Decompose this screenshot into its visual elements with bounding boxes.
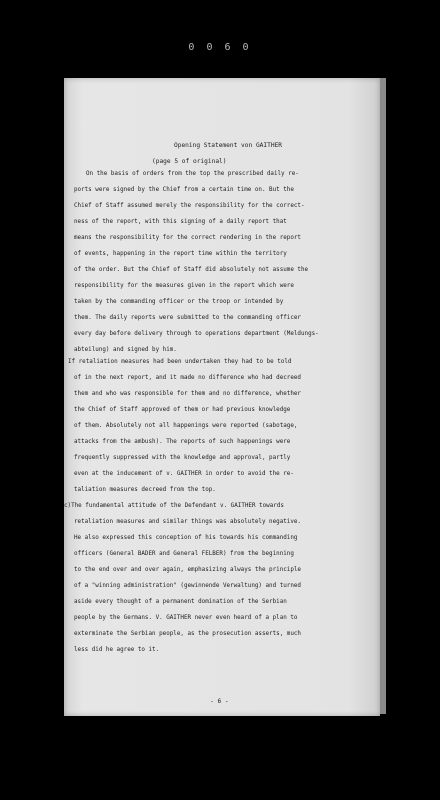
document-page bbox=[64, 78, 380, 716]
body-line: abteilung) and signed by him. bbox=[74, 347, 177, 353]
body-line: of a "winning administration" (gewinnende Verwaltung) and turned bbox=[74, 583, 301, 589]
body-line: exterminate the Serbian people, as the prosecution asserts, much bbox=[74, 631, 301, 637]
body-line: retaliation measures and similar things was absolutely negative. bbox=[74, 519, 301, 525]
body-line: On the basis of orders from the top the prescribed daily re- bbox=[86, 171, 299, 177]
body-line: even at the inducement of v. GAITHER in order to avoid the re- bbox=[74, 471, 294, 477]
body-line: of in the next report, and it made no difference who had decreed bbox=[74, 375, 301, 381]
body-line: means the responsibility for the correct rendering in the report bbox=[74, 235, 301, 241]
body-line: less did he agree to it. bbox=[74, 647, 160, 653]
body-line: ness of the report, with this signing of a daily report that bbox=[74, 219, 287, 225]
body-line: attacks from the ambush). The reports of such happenings were bbox=[74, 439, 291, 445]
body-line: them. The daily reports were submitted to the commanding officer bbox=[74, 315, 301, 321]
body-line: Chief of Staff assumed merely the responsibility for the correct- bbox=[74, 203, 305, 209]
body-line: taliation measures decreed from the top. bbox=[74, 487, 216, 493]
body-line: If retaliation measures had been undertaken they had to be told bbox=[68, 359, 292, 365]
body-line: the Chief of Staff approved of them or had previous knowledge bbox=[74, 407, 291, 413]
body-line: of them. Absolutely not all happenings were reported (sabotage, bbox=[74, 423, 298, 429]
body-line: officers (General BADER and General FELBER) from the beginning bbox=[74, 551, 294, 557]
body-line: of events, happening in the report time within the territory bbox=[74, 251, 287, 257]
body-line: aside every thought of a permanent domination of the Serbian bbox=[74, 599, 287, 605]
document-subtitle: (page 5 of original) bbox=[152, 158, 227, 165]
body-line: to the end over and over again, emphasizing always the principle bbox=[74, 567, 301, 573]
body-line: them and who was responsible for them and no difference, whether bbox=[74, 391, 301, 397]
page-stamp: 0 0 6 0 bbox=[188, 42, 252, 53]
body-line: c)The fundamental attitude of the Defendant v. GAITHER towards bbox=[64, 503, 284, 509]
body-line: frequently suppressed with the knowledge and approval, partly bbox=[74, 455, 291, 461]
body-line: ports were signed by the Chief from a certain time on. But the bbox=[74, 187, 294, 193]
body-line: responsibility for the measures given in the report which were bbox=[74, 283, 294, 289]
body-line: every day before delivery through to operations department (Meldungs- bbox=[74, 331, 319, 337]
page-number: - 6 - bbox=[210, 698, 229, 705]
body-line: taken by the commanding officer or the troop or intended by bbox=[74, 299, 284, 305]
body-line: of the order. But the Chief of Staff did absolutely not assume the bbox=[74, 267, 309, 273]
body-line: people by the Germans. V. GAITHER never even heard of a plan to bbox=[74, 615, 298, 621]
body-line: He also expressed this conception of his towards his commanding bbox=[74, 535, 298, 541]
document-title: Opening Statement von GAITHER bbox=[174, 142, 283, 149]
